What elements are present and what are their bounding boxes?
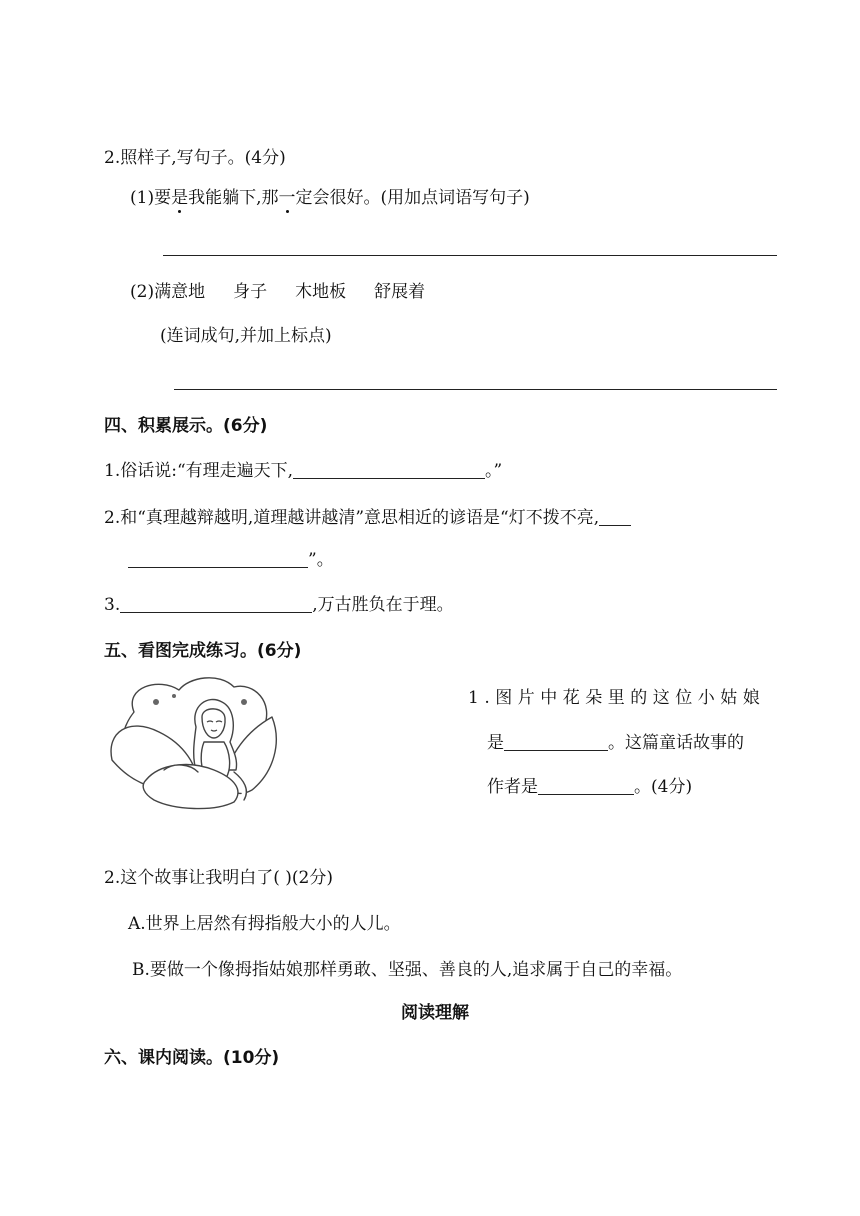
section4-title: 四、积累展示。(6分) xyxy=(104,416,268,436)
dotted-char-1: 是 xyxy=(171,188,189,208)
q2-sub1-number: (1) xyxy=(130,188,155,208)
answer-line-q2-2[interactable] xyxy=(174,389,777,390)
section4-q3 xyxy=(104,593,454,617)
blank-s5-author[interactable] xyxy=(538,776,634,795)
word-4: 舒展着 xyxy=(374,282,426,302)
section4-q1-text: 1.俗话说:“有理走遍天下, xyxy=(104,461,294,481)
answer-line-q2-1[interactable] xyxy=(163,255,777,256)
blank-s4-q1[interactable] xyxy=(293,460,485,479)
section5-q1-line3-a: 作者是 xyxy=(487,777,538,797)
q2-sub2-hint: (连词成句,并加上标点) xyxy=(160,326,332,346)
section5-q1-line3-b: 。(4分) xyxy=(634,777,693,797)
section4-q3-text: ,万古胜负在于理。 xyxy=(312,595,454,615)
blank-s5-girl-name[interactable] xyxy=(504,732,608,751)
q2-sub2 xyxy=(130,280,425,304)
section5-q1-line2-b: 。这篇童话故事的 xyxy=(608,733,744,753)
section4-q3-num: 3. xyxy=(104,595,121,615)
blank-s4-q2-b[interactable] xyxy=(128,549,308,568)
section4-q2-cont xyxy=(128,548,334,572)
section5-title: 五、看图完成练习。(6分) xyxy=(104,641,302,661)
section5-q2: 2.这个故事让我明白了( )(2分) xyxy=(104,868,333,888)
section6-title: 六、课内阅读。(10分) xyxy=(104,1048,280,1068)
q2-sub1 xyxy=(130,186,530,210)
section4-q1 xyxy=(104,459,502,483)
q2-sub1-text-b: 我能躺下,那 xyxy=(188,188,279,208)
section5-q1-line1: 1.图片中花朵里的这位小姑娘 xyxy=(468,688,766,708)
thumbelina-flower-illustration xyxy=(104,672,280,812)
section5-q1-line2 xyxy=(487,731,744,755)
dotted-char-2: 一 xyxy=(278,188,296,208)
blank-s4-q2-a[interactable] xyxy=(599,507,631,526)
q2-sub2-number: (2) xyxy=(130,282,155,302)
option-a[interactable]: A.世界上居然有拇指般大小的人儿。 xyxy=(128,914,401,934)
section4-q2-text: 2.和“真理越辩越明,道理越讲越清”意思相近的谚语是“灯不拨不亮, xyxy=(104,508,600,528)
word-3: 木地板 xyxy=(295,282,347,302)
word-1: 满意地 xyxy=(154,282,206,302)
section4-q1-end: 。” xyxy=(485,461,503,481)
section5-q1-line3 xyxy=(487,775,692,799)
q2-title: 2.照样子,写句子。(4分) xyxy=(104,148,286,168)
section5-q1-line2-a: 是 xyxy=(487,733,504,753)
section4-q2-end: ”。 xyxy=(308,550,334,570)
q2-sub1-text-a: 要 xyxy=(154,188,172,208)
blank-s4-q3[interactable] xyxy=(120,594,312,613)
reading-heading: 阅读理解 xyxy=(401,1003,469,1023)
option-b[interactable]: B.要做一个像拇指姑娘那样勇敢、坚强、善良的人,追求属于自己的幸福。 xyxy=(132,960,683,980)
word-2: 身子 xyxy=(233,282,268,302)
section4-q2 xyxy=(104,506,631,530)
q2-sub1-text-c: 定会很好。(用加点词语写句子) xyxy=(295,188,530,208)
